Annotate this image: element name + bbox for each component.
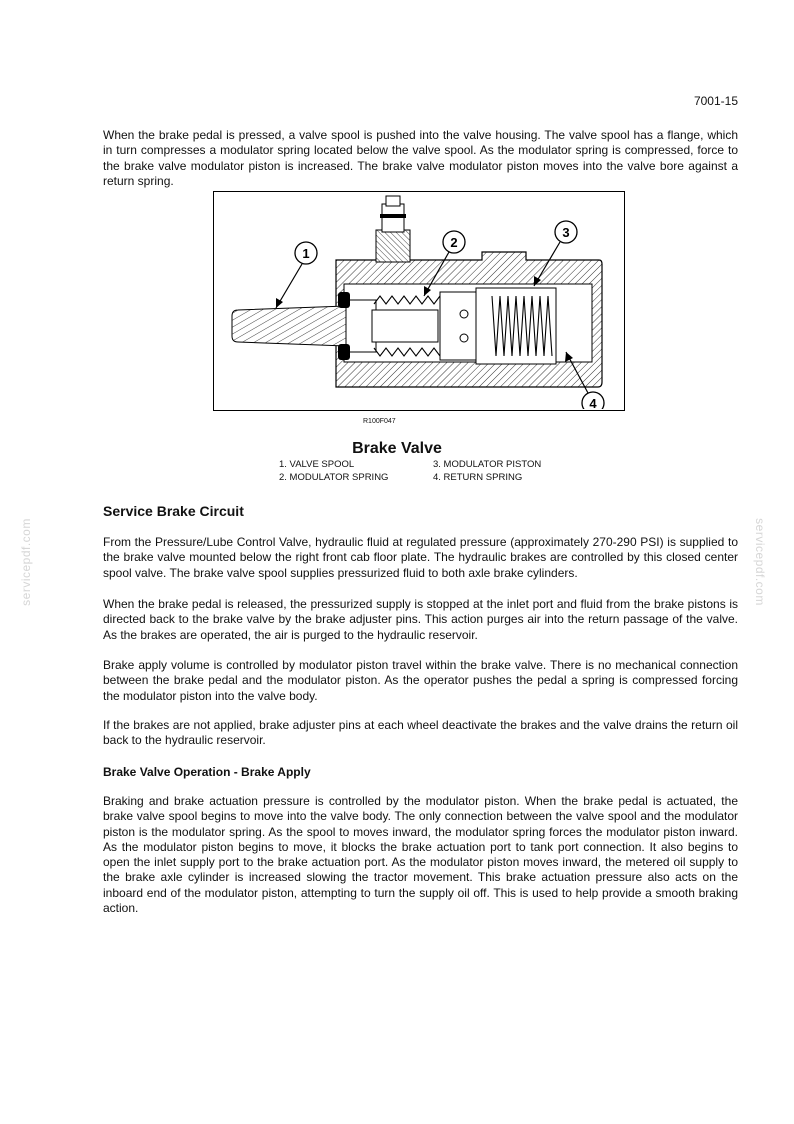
- legend-item: 1. VALVE SPOOL: [279, 459, 355, 470]
- page-number: 7001-15: [693, 94, 738, 108]
- watermark-left: servicepdf.com: [18, 518, 33, 606]
- figure-legend-left: [279, 459, 388, 484]
- legend-item: 2. MODULATOR SPRING: [279, 471, 389, 483]
- section-paragraph: When the brake pedal is released, the pressurized supply is stopped at the inlet port and fluid from the brake pistons is directed back to the brake valve by the brake adjuster pins. This action purges air into the return passage of the valve. As the brakes are operated, the air is purged to the hydraulic reservoir.: [103, 597, 738, 642]
- section-paragraph: If the brakes are not applied, brake adjuster pins at each wheel deactivate the brakes and the valve drains the return oil back to the hydraulic reservoir.: [103, 718, 738, 748]
- figure-legend-right: [433, 459, 541, 484]
- figure-code: R100F047: [363, 418, 396, 425]
- legend-item: 4. RETURN SPRING: [433, 471, 523, 483]
- svg-text:2: 2: [450, 235, 458, 250]
- section-heading: Service Brake Circuit: [103, 503, 244, 519]
- svg-text:4: 4: [589, 396, 597, 409]
- section-paragraph: From the Pressure/Lube Control Valve, hydraulic fluid at regulated pressure (approximately 270-290 PSI) is supplied to the brake valve mounted below the right front cab floor plate. The hydraulic brakes are controlled by this closed center spool valve. The brake valve spool supplies pressurized fluid to both axle brake cylinders.: [103, 535, 738, 580]
- brake-valve-diagram: [213, 191, 625, 411]
- subsection-heading: Brake Valve Operation - Brake Apply: [103, 765, 311, 779]
- figure-title: Brake Valve: [352, 440, 442, 457]
- watermark-right: servicepdf.com: [752, 518, 767, 606]
- callout-1: [276, 242, 317, 308]
- intro-paragraph: When the brake pedal is pressed, a valve spool is pushed into the valve housing. The valve spool has a flange, which in turn compresses a modulator spring located below the valve spool. As the modulator spring is compressed, force to the brake valve modulator piston is increased. The brake valve modulator piston moves into the valve bore against a return spring.: [103, 128, 738, 188]
- svg-text:1: 1: [302, 246, 310, 261]
- legend-item: 3. MODULATOR PISTON: [433, 459, 542, 470]
- subsection-paragraph: Braking and brake actuation pressure is controlled by the modulator piston. When the brake pedal is actuated, the brake valve spool begins to move into the valve body. The only connection between the valve spool and the modulator piston is the modulator spring. As the spool to moves inward, the modulator spring forces the modulator piston inward. As the modulator piston begins to move, it blocks the brake actuation port to tank port connection. It also begins to open the inlet supply port to the brake actuation port. As the modulator piston moves inward, the metered oil supply to the brake axle cylinder is increased slowing the tractor movement. This brake actuation pressure also acts on the inboard end of the modulator piston, attempting to turn the supply oil off. This is used to help provide a smooth braking action.: [103, 794, 738, 916]
- svg-text:3: 3: [562, 225, 570, 240]
- section-paragraph: Brake apply volume is controlled by modulator piston travel within the brake valve. There is no mechanical connection between the brake pedal and the modulator piston. As the operator pushes the pedal a spring is compressed forcing the modulator piston into the valve body.: [103, 658, 738, 703]
